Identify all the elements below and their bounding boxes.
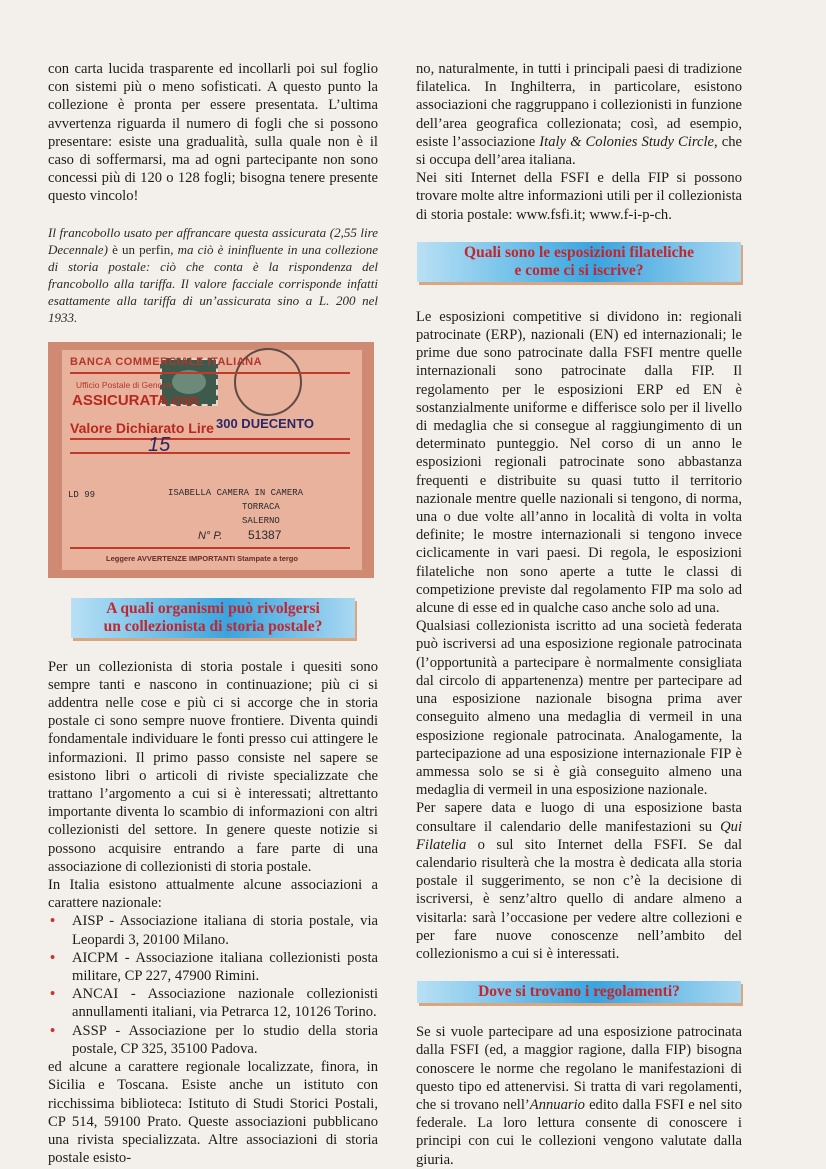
text-span: o sul sito Internet della FSFI. Se dal calendario risulterà che la mostra è dedicata alla storia postale il suggerimento, se non c’è la decisione di iscriversi, è senz’altro quello di andare almeno a visitarla: sarà l’occasione per vedere altre collezioni e per fare nuove conoscenze nell’ambito del collezionismo a cui si è interessati.	[416, 836, 742, 962]
list-item-text: AICPM - Associazione italiana collezionisti posta militare, CP 227, 47900 Rimini.	[72, 949, 378, 985]
caption-part: , ma ciò è ininfluente in una collezione di storia postale: ciò che conta è la rispondenza del francobollo alla tariffa. Il valore facciale corrisponde infatti esattamente alla tariffa di un’assicurata sino a L. 200 nel 1933.	[48, 241, 378, 325]
envelope-office: Ufficio Postale di Genova	[76, 379, 172, 390]
heading-line: un collezionista di storia postale?	[103, 617, 323, 635]
text-span: edito dalla FSFI e nel sito federale. La loro lettura consente di conoscere i principi con cui le collezioni vengono valutate dalla giuria.	[416, 1096, 742, 1168]
paragraph: Per un collezionista di storia postale i quesiti sono sempre tanti e nascono in continuazione; più ci si addentra nelle cose e più ci si accorge che in storia postale ci sono sempre nuove frontiere. Diventa quindi fondamentale individuare le fonti presso cui attingere le informazioni. Il primo passo consiste nel sapere se esistono libri o articoli di riviste specializzate che trattano l’argomento a cui si è interessati; altrettanto importante diventa lo scambio di informazioni con altri collezionisti del settore. In genere queste notizie si possono acquisire entrando a fare parte di una associazione di collezionisti di storia postale.	[48, 658, 378, 875]
text-span: Se si vuole partecipare ad una esposizione patrocinata dalla FSFI (ed, a maggior ragione, dalla FIP) bisogna conoscere le norme che regolano le manifestazioni di questo tipo ed attenervisi. Si tratta di vari regolamenti, che si trovano nell’	[416, 1024, 742, 1113]
envelope-valore: Valore Dichiarato Lire	[70, 419, 214, 436]
bullet-icon: •	[50, 986, 56, 1003]
list-item	[48, 912, 378, 948]
list-item-text: ASSP - Associazione per lo studio della storia postale, CP 325, 35100 Padova.	[72, 1022, 378, 1057]
list-item	[48, 1022, 378, 1058]
bullet-icon: •	[50, 949, 56, 966]
paragraph: In Italia esistono attualmente alcune associazioni a carattere nazionale:	[48, 877, 378, 912]
photo-caption	[48, 224, 378, 326]
envelope-handwritten: 15	[148, 433, 171, 456]
association-list	[48, 912, 378, 1058]
text-span: Per sapere data e luogo di una esposizione basta consultare il calendario delle manifestazioni su	[416, 800, 742, 835]
bullet-icon: •	[50, 1022, 56, 1039]
paragraph: Qualsiasi collezionista iscritto ad una società federata può iscriversi ad una esposizione regionale patrocinata (l’opportunità a partecipare è normalmente consigliata dal circolo di appartenenza) mentre per partecipare ad una esposizione nazionale bisogna prima aver conseguito almeno una medaglia di vermeil in una esposizione regionale patrocinata. Analogamente, la partecipazione ad una esposizione internazionale FIP è ammessa solo se si è già conseguito almeno una medaglia di vermeil in una esposizione nazionale.	[416, 618, 742, 799]
heading-line: e come ci si iscrive?	[514, 261, 644, 279]
envelope-address-line: TORRACA	[242, 501, 280, 512]
caption-part: è un perfin	[112, 241, 171, 257]
envelope-amount: 300 DUECENTO	[216, 415, 315, 431]
list-item-text: ANCAI - Associazione nazionale collezionisti annullamenti italiani, via Petrarca 12, 10126 Torino.	[72, 986, 378, 1021]
paragraph	[416, 1023, 742, 1169]
list-item	[48, 949, 378, 985]
envelope-number: 51387	[248, 527, 282, 542]
rule-line	[70, 547, 350, 549]
text-span: , che si occupa dell’area italiana.	[416, 133, 742, 169]
paragraph: Nei siti Internet della FSFI e della FIP si possono trovare molte altre informazioni utili per il collezionista di storia postale: www.fsfi.it; www.f-i-p-ch.	[416, 170, 742, 223]
list-item	[48, 985, 378, 1021]
envelope-photo	[48, 342, 374, 578]
right-column	[416, 60, 742, 1169]
list-item-text: AISP - Associazione italiana di storia postale, via Leopardi 3, 20100 Milano.	[72, 913, 378, 948]
section-heading-regulations	[417, 981, 741, 1003]
section-heading-exhibitions	[417, 242, 741, 282]
envelope-assicurata: ASSICURATA con	[72, 391, 199, 409]
envelope-address-line: ISABELLA CAMERA IN CAMERA	[168, 487, 304, 498]
envelope-address-line: SALERNO	[242, 515, 280, 526]
rule-line	[70, 452, 350, 454]
rule-line	[70, 438, 350, 440]
envelope-ld: LD 99	[68, 489, 96, 500]
left-column	[48, 60, 378, 1167]
association-name: Italy & Colonies Study Circle	[539, 133, 714, 150]
rule-line	[70, 372, 350, 374]
yearbook-name: Annuario	[529, 1096, 585, 1113]
caption-part: Il francobollo usato per affrancare questa assicurata (2,55 lire Decennale)	[48, 224, 378, 257]
text-span: no, naturalmente, in tutti i principali paesi di tradizione filatelica. In Inghilterra, in particolare, esistono associazioni che raggruppano i collezionisti in funzione dell’area geografica collezionata; così, ad esempio, esiste l’associazione	[416, 61, 742, 150]
envelope-npro: N° P.	[198, 529, 223, 542]
paragraph	[416, 60, 742, 169]
heading-line: A quali organismi può rivolgersi	[106, 599, 320, 617]
heading-line: Quali sono le esposizioni filateliche	[464, 243, 694, 261]
paragraph: Le esposizioni competitive si dividono in: regionali patrocinate (ERP), nazionali (EN) ed internazionali; le prime due sono patrocinate dalla FSFI mentre quelle internazionali sono patrocinate dalla FIP. Il regolamento per le esposizioni ERP ed EN è sostanzialmente uniforme e differisce solo per il livello di medaglia che si consegue al raggiungimento di un determinato punteggio. Nel corso di un anno le esposizioni regionali patrocinate sono abbastanza frequenti e distribuite su quasi tutto il territorio nazionale mentre quelle nazionali si tengono, di norma, una o due volte all’anno in località di volta in volta definite; le mostre internazionali si tengono invece ciclicamente in vari paesi. Di regola, le esposizioni filateliche non sono aperte a tutte le classi di competizione previste dal regolamento FIP ma solo ad alcune di esse ed in qualche caso anche solo ad una.	[416, 308, 742, 617]
envelope-bank: BANCA COMMERCIALE ITALIANA	[70, 355, 263, 368]
bullet-icon: •	[50, 913, 56, 930]
intro-paragraph: con carta lucida trasparente ed incollarli poi sul foglio con sistemi più o meno sofisticati. A questo punto la collezione è pronta per essere presentata. L’ultima avvertenza riguarda il numero di fogli che si possono presentare: esiste una gradualità, sulla quale non è il caso di soffermarsi, ma ad ogni partecipante non sono concessi più di 120 o 128 fogli; bisogna tenere presente questo vincolo!	[48, 61, 378, 205]
envelope-footer: Leggere AVVERTENZE IMPORTANTI Stampate a tergo	[106, 553, 298, 563]
heading-line: Dove si trovano i regolamenti?	[478, 983, 680, 1001]
paragraph	[416, 799, 742, 963]
paragraph: ed alcune a carattere regionale localizzate, finora, in Sicilia e Toscana. Esiste anche un istituto con ricchissima biblioteca: Istituto di Studi Storici Postali, CP 514, 59100 Prato. Queste associazioni pubblicano una rivista specializzata. Altre associazioni di storia postale esisto-	[48, 1059, 378, 1167]
section-heading-organisms	[71, 598, 355, 638]
magazine-name: Qui Filatelia	[416, 818, 742, 853]
